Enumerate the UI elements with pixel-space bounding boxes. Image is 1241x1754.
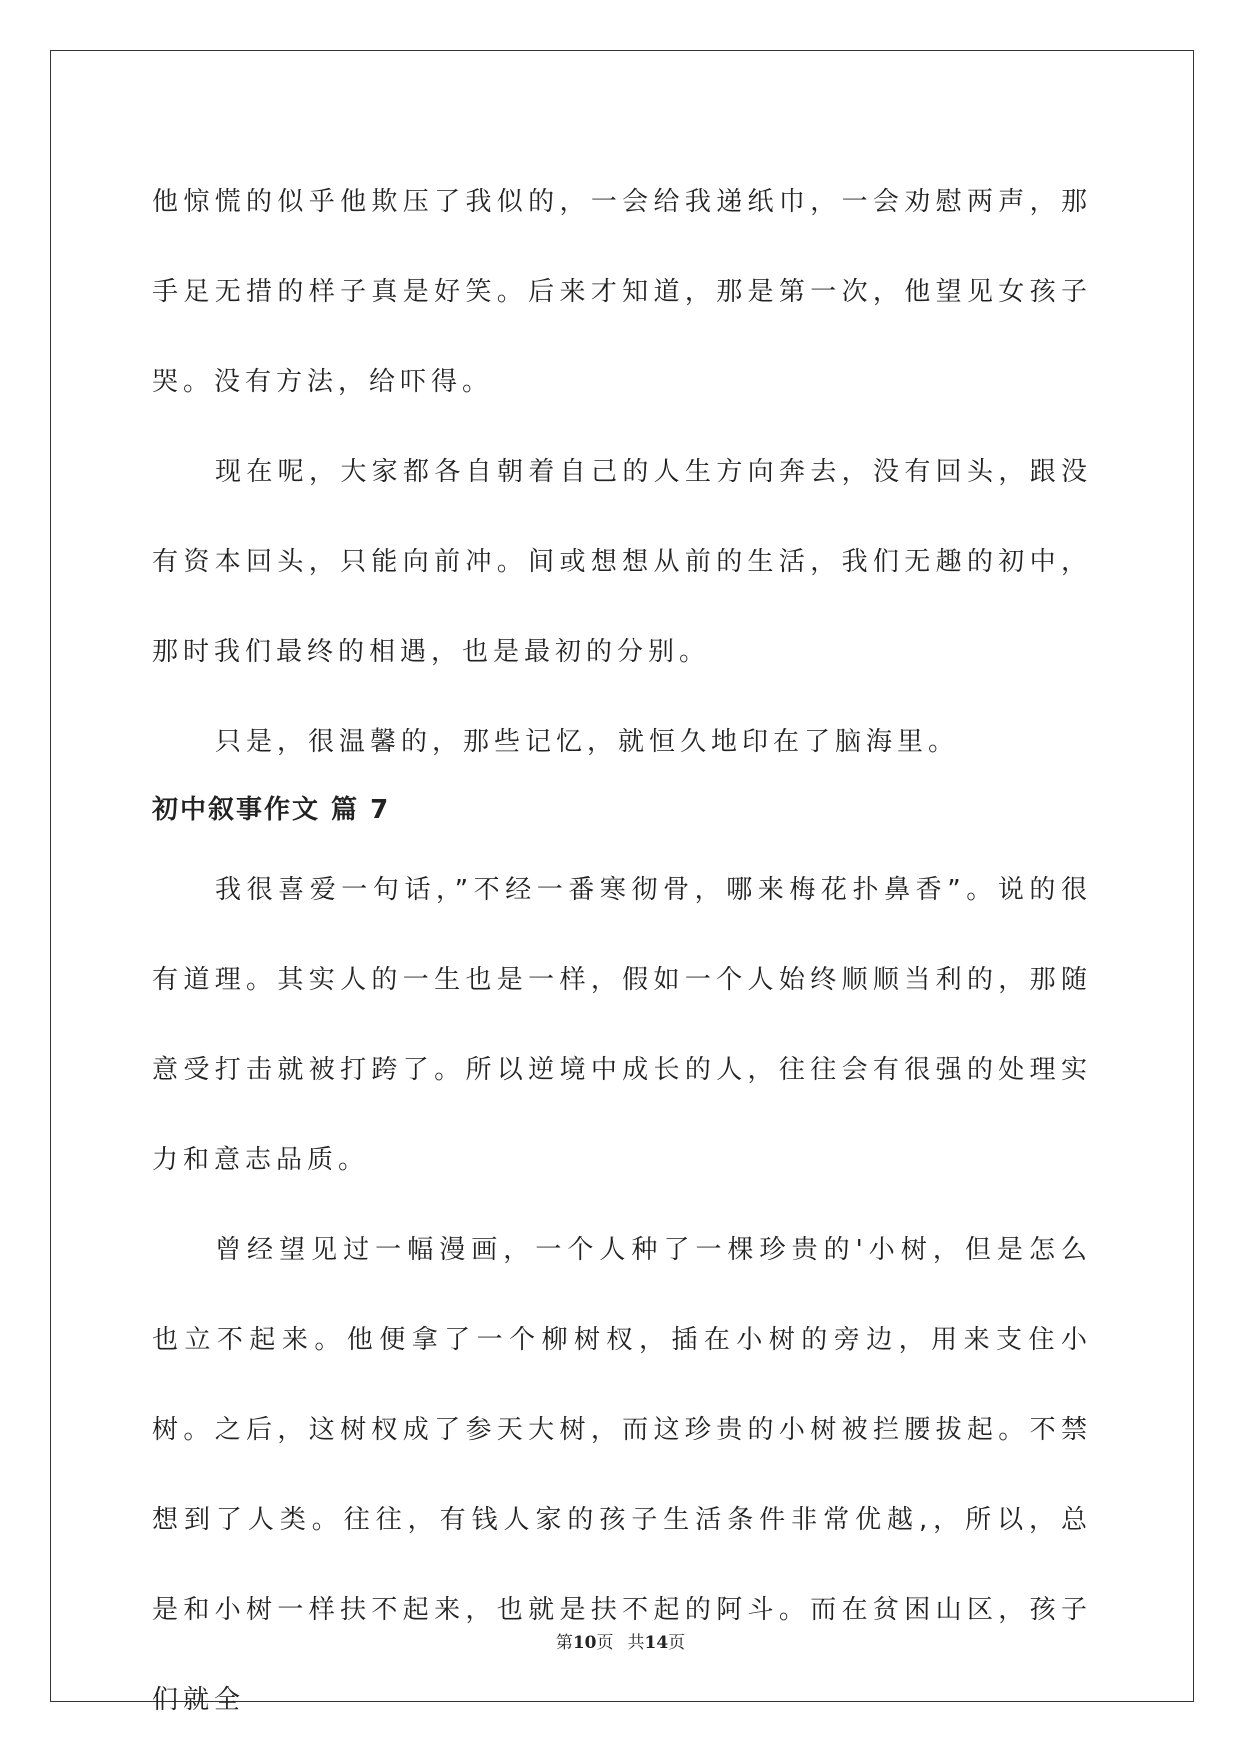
paragraph-4: 我很喜爱一句话，”不经一番寒彻骨，哪来梅花扑鼻香”。说的很有道理。其实人的一生也是一样，假如一个人始终顺顺当利的，那随意受打击就被打跨了。所以逆境中成长的人，往往会有很强的处理实力和意志品质。 — [152, 875, 1092, 1175]
footer-total-suffix: 页 — [668, 1633, 686, 1653]
paragraph-2: 现在呢，大家都各自朝着自己的人生方向奔去，没有回头，跟没有资本回头，只能向前冲。间或想想从前的生活，我们无趣的初中，那时我们最终的相遇，也是最初的分别。 — [152, 457, 1092, 667]
document-body — [152, 157, 1092, 1745]
footer-prefix: 第 — [555, 1633, 573, 1653]
paragraph-1: 他惊慌的似乎他欺压了我似的，一会给我递纸巾，一会劝慰两声，那手足无措的样子真是好笑。后来才知道，那是第一次，他望见女孩子哭。没有方法，给吓得。 — [152, 187, 1092, 397]
page-footer — [0, 1628, 1241, 1653]
footer-page-word: 页 — [596, 1633, 614, 1653]
paragraph-5: 曾经望见过一幅漫画，一个人种了一棵珍贵的'小树，但是怎么也立不起来。他便拿了一个柳树杈，插在小树的旁边，用来支住小树。之后，这树杈成了参天大树，而这珍贵的小树被拦腰拔起。不禁想到了人类。往往，有钱人家的孩子生活条件非常优越,，所以，总是和小树一样扶不起来，也就是扶不起的阿斗。而在贫困山区，孩子们就全 — [152, 1235, 1092, 1715]
total-pages-number: 14 — [644, 1633, 669, 1653]
section-heading: 初中叙事作文 篇 7 — [152, 795, 391, 825]
paragraph-3: 只是，很温馨的，那些记忆，就恒久地印在了脑海里。 — [215, 727, 960, 757]
current-page-number: 10 — [572, 1633, 597, 1653]
footer-total-prefix: 共 — [627, 1633, 645, 1653]
